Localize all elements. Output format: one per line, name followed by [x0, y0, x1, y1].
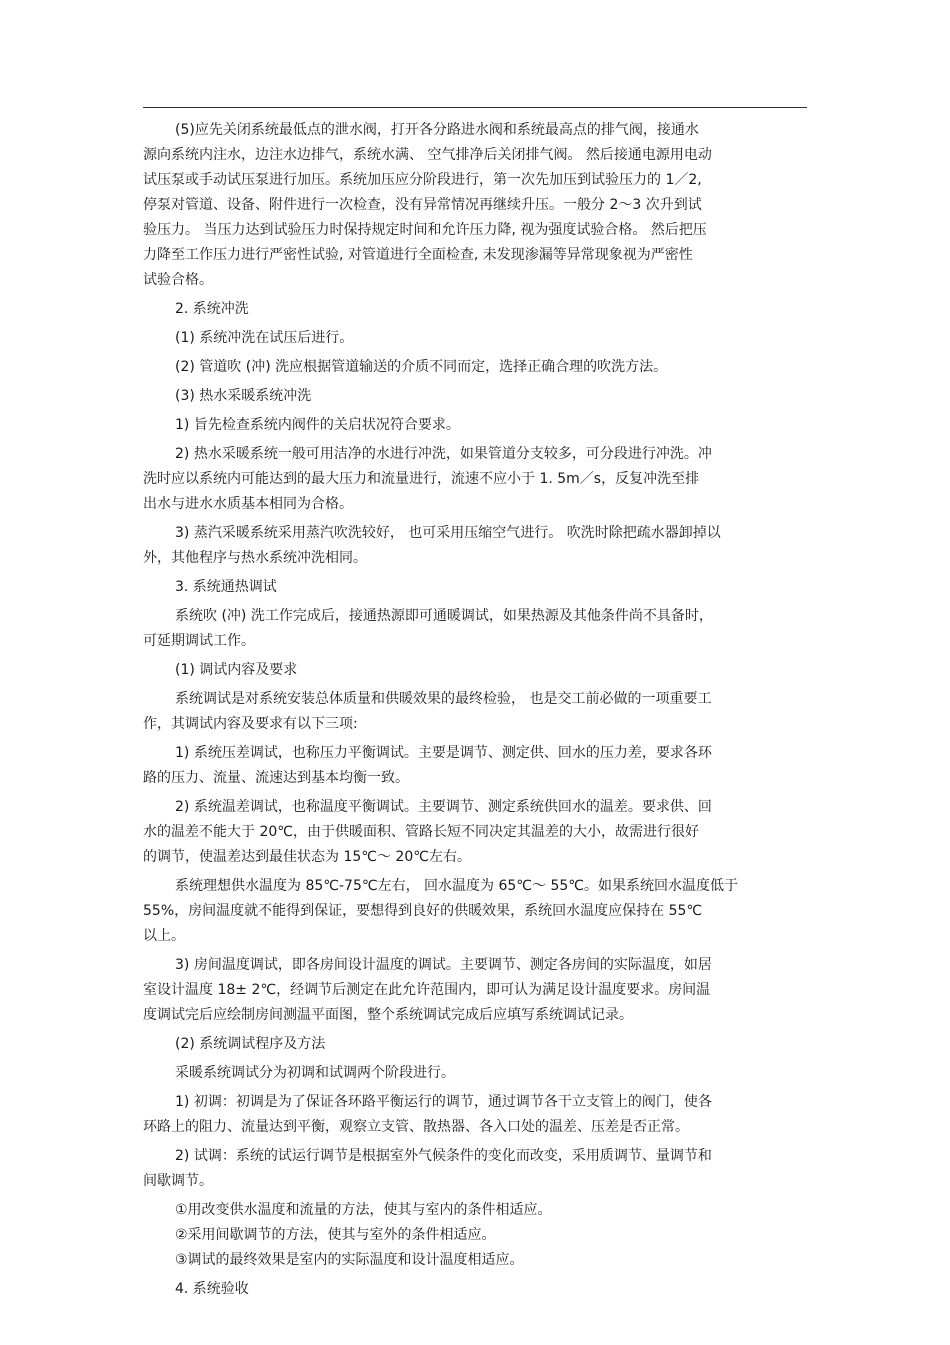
paragraph-line: (5)应先关闭系统最低点的泄水阀，打开各分路进水阀和系统最高点的排气阀，接通水 — [175, 122, 699, 138]
paragraph-line: 度调试完后应绘制房间测温平面图，整个系统调试完成后应填写系统调试记录。 — [143, 1007, 633, 1023]
paragraph-line: 出水与进水水质基本相同为合格。 — [143, 496, 353, 512]
paragraph-line: 可延期调试工作。 — [143, 633, 255, 649]
paragraph-line: 采暖系统调试分为初调和试调两个阶段进行。 — [175, 1065, 455, 1081]
list-item: ②采用间歇调节的方法，使其与室外的条件相适应。 — [175, 1227, 496, 1243]
paragraph-line: 以上。 — [143, 928, 185, 944]
paragraph-line: 源向系统内注水，边注水边排气，系统水满、 空气排净后关闭排气阀。 然后接通电源用电动 — [143, 147, 712, 163]
subsection-heading: (2) 系统调试程序及方法 — [175, 1036, 326, 1052]
subsection-heading: (1) 调试内容及要求 — [175, 662, 298, 678]
list-item: ③调试的最终效果是室内的实际温度和设计温度相适应。 — [175, 1252, 524, 1268]
paragraph-line: 1) 系统压差调试，也称压力平衡调试。主要是调节、测定供、回水的压力差，要求各环 — [175, 745, 712, 761]
subsection-heading: (3) 热水采暖系统冲洗 — [175, 388, 312, 404]
paragraph-line: 系统调试是对系统安装总体质量和供暖效果的最终检验， 也是交工前必做的一项重要工 — [175, 691, 712, 707]
paragraph-line: 55%，房间温度就不能得到保证，要想得到良好的供暖效果，系统回水温度应保持在 55℃ — [143, 903, 703, 919]
paragraph-line: 环路上的阻力、流量达到平衡，观察立支管、散热器、各入口处的温差、压差是否正常。 — [143, 1119, 689, 1135]
paragraph-line: 室设计温度 18± 2℃，经调节后测定在此允许范围内，即可认为满足设计温度要求。房间温 — [143, 982, 711, 998]
paragraph-line: (2) 管道吹 (冲) 洗应根据管道输送的介质不同而定，选择正确合理的吹洗方法。 — [175, 359, 668, 375]
paragraph-line: 验压力。 当压力达到试验压力时保持规定时间和允许压力降, 视为强度试验合格。 然后把压 — [143, 222, 707, 238]
paragraph-line: 试压泵或手动试压泵进行加压。系统加压应分阶段进行，第一次先加压到试验压力的 1／2, — [143, 172, 702, 188]
paragraph-line: 试验合格。 — [143, 272, 213, 288]
paragraph-line: 路的压力、流量、流速达到基本均衡一致。 — [143, 770, 409, 786]
paragraph-line: 1) 旨先检查系统内阀件的关启状况符合要求。 — [175, 417, 460, 433]
paragraph-line: 3) 蒸汽采暖系统采用蒸汽吹洗较好， 也可采用压缩空气进行。 吹洗时除把疏水器卸掉以 — [175, 525, 721, 541]
paragraph-line: 外，其他程序与热水系统冲洗相同。 — [143, 550, 367, 566]
section-heading: 3. 系统通热调试 — [175, 579, 277, 595]
header-rule — [143, 107, 807, 108]
section-heading: 4. 系统验收 — [175, 1281, 249, 1297]
paragraph-line: 系统吹 (冲) 洗工作完成后，接通热源即可通暖调试，如果热源及其他条件尚不具备时， — [175, 608, 713, 624]
paragraph-line: 作，其调试内容及要求有以下三项: — [143, 716, 358, 732]
paragraph-line: 力降至工作压力进行严密性试验, 对管道进行全面检查, 未发现渗漏等异常现象视为严密性 — [143, 247, 693, 263]
document-body — [143, 118, 807, 1306]
paragraph-line: 2) 试调：系统的试运行调节是根据室外气候条件的变化而改变，采用质调节、量调节和 — [175, 1148, 712, 1164]
paragraph-line: 3) 房间温度调试，即各房间设计温度的调试。主要调节、测定各房间的实际温度，如居 — [175, 957, 712, 973]
paragraph-line: 2) 系统温差调试，也称温度平衡调试。主要调节、测定系统供回水的温差。要求供、回 — [175, 799, 712, 815]
paragraph-line: 的调节，使温差达到最佳状态为 15℃～ 20℃左右。 — [143, 849, 471, 865]
paragraph-line: 2) 热水采暖系统一般可用洁净的水进行冲洗，如果管道分支较多，可分段进行冲洗。冲 — [175, 446, 712, 462]
paragraph-line: 停泵对管道、设备、附件进行一次检查，没有异常情况再继续升压。一般分 2～3 次升到试 — [143, 197, 702, 213]
paragraph-line: 系统理想供水温度为 85℃-75℃左右， 回水温度为 65℃～ 55℃。如果系统回水温度低于 — [175, 878, 738, 894]
paragraph-line: 1) 初调：初调是为了保证各环路平衡运行的调节，通过调节各干立支管上的阀门，使各 — [175, 1094, 712, 1110]
list-item: ①用改变供水温度和流量的方法，使其与室内的条件相适应。 — [175, 1202, 552, 1218]
paragraph-line: 洗时应以系统内可能达到的最大压力和流量进行，流速不应小于 1. 5m／s，反复冲洗至排 — [143, 471, 700, 487]
paragraph-line: 间歇调节。 — [143, 1173, 213, 1189]
paragraph-line: 水的温差不能大于 20℃，由于供暖面积、管路长短不同决定其温差的大小，故需进行很好 — [143, 824, 699, 840]
section-heading: 2. 系统冲洗 — [175, 301, 249, 317]
paragraph-line: (1) 系统冲洗在试压后进行。 — [175, 330, 354, 346]
